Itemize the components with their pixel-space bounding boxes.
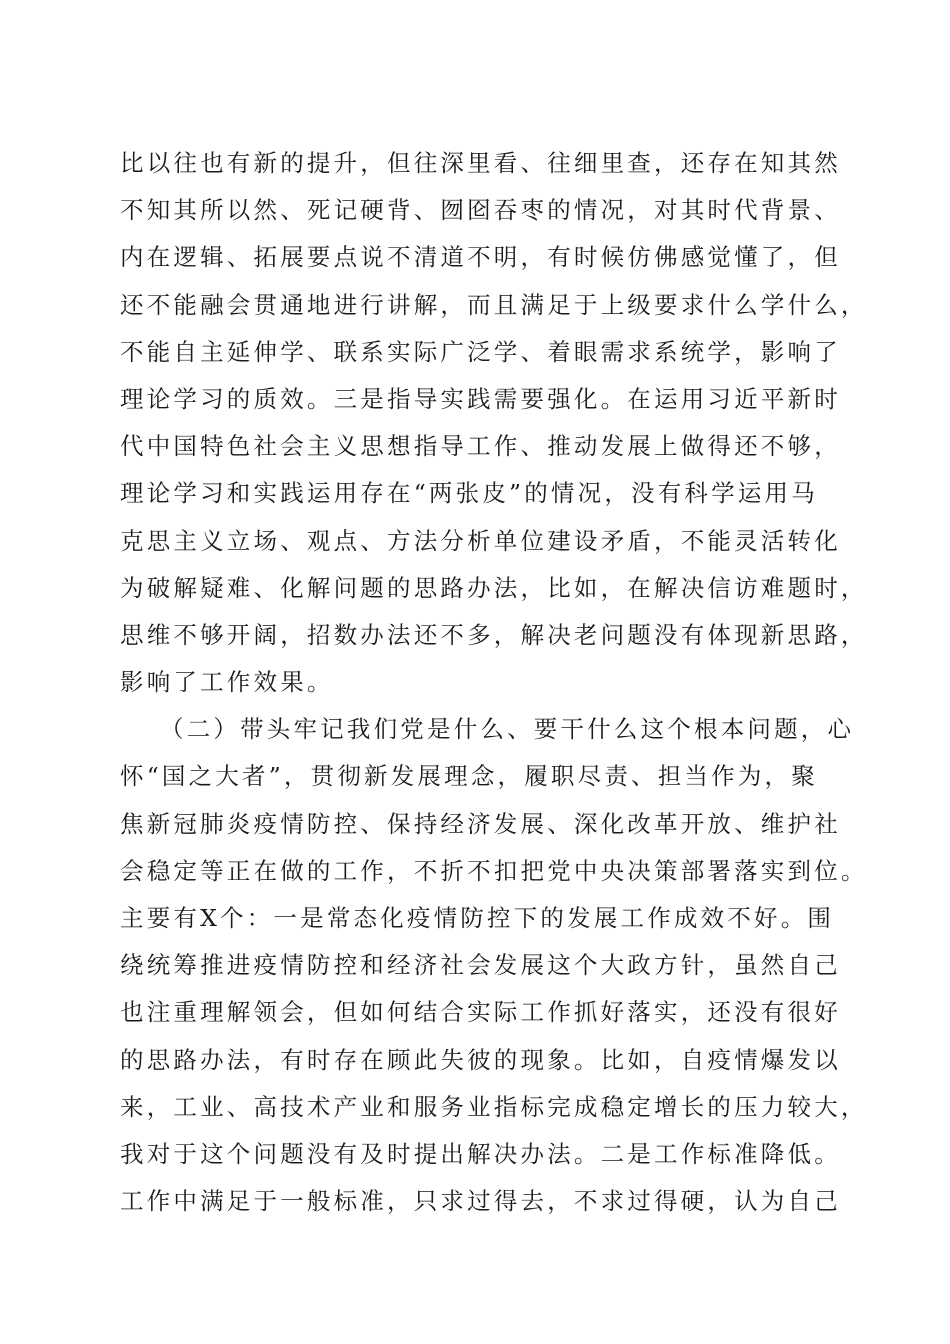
text-line: 理论学习的质效。三是指导实践需要强化。在运用习近平新时 bbox=[120, 384, 841, 413]
text-line: 工作中满足于一般标准，只求过得去，不求过得硬，认为自己 bbox=[120, 1187, 841, 1216]
text-line: 绕统筹推进疫情防控和经济社会发展这个大政方针，虽然自己 bbox=[120, 951, 841, 980]
text-line: 克思主义立场、观点、方法分析单位建设矛盾，不能灵活转化 bbox=[120, 526, 841, 555]
text-line: 的思路办法，有时存在顾此失彼的现象。比如，自疫情爆发以 bbox=[120, 1045, 841, 1074]
text-line: 代中国特色社会主义思想指导工作、推动发展上做得还不够， bbox=[120, 432, 841, 461]
text-line: 不能自主延伸学、联系实际广泛学、着眼需求系统学，影响了 bbox=[120, 337, 841, 366]
text-line: 我对于这个问题没有及时提出解决办法。二是工作标准降低。 bbox=[120, 1139, 841, 1168]
text-line: 思维不够开阔，招数办法还不多，解决老问题没有体现新思路， bbox=[120, 620, 868, 649]
body-text bbox=[120, 140, 868, 1225]
text-line: 也注重理解领会，但如何结合实际工作抓好落实，还没有很好 bbox=[120, 998, 841, 1027]
text-line: 来，工业、高技术产业和服务业指标完成稳定增长的压力较大， bbox=[120, 1092, 868, 1121]
text-line: 不知其所以然、死记硬背、囫囵吞枣的情况，对其时代背景、 bbox=[120, 196, 841, 225]
text-line: 还不能融会贯通地进行讲解，而且满足于上级要求什么学什么， bbox=[120, 290, 868, 319]
section-heading-line: （二）带头牢记我们党是什么、要干什么这个根本问题，心 bbox=[160, 715, 855, 744]
text-line: 会稳定等正在做的工作，不折不扣把党中央决策部署落实到位。 bbox=[120, 856, 868, 885]
text-line: 主要有X个：一是常态化疫情防控下的发展工作成效不好。围 bbox=[120, 904, 835, 932]
text-line: 理论学习和实践运用存在“两张皮”的情况，没有科学运用马 bbox=[120, 479, 818, 508]
text-line: 为破解疑难、化解问题的思路办法，比如，在解决信访难题时， bbox=[120, 573, 868, 602]
text-line: 影响了工作效果。 bbox=[120, 668, 334, 697]
text-line: 焦新冠肺炎疫情防控、保持经济发展、深化改革开放、维护社 bbox=[120, 809, 841, 838]
text-line: 内在逻辑、拓展要点说不清道不明，有时候仿佛感觉懂了，但 bbox=[120, 243, 841, 272]
text-line: 比以往也有新的提升，但往深里看、往细里查，还存在知其然 bbox=[120, 149, 841, 177]
text-line: 怀“国之大者”，贯彻新发展理念，履职尽责、担当作为，聚 bbox=[120, 762, 818, 791]
